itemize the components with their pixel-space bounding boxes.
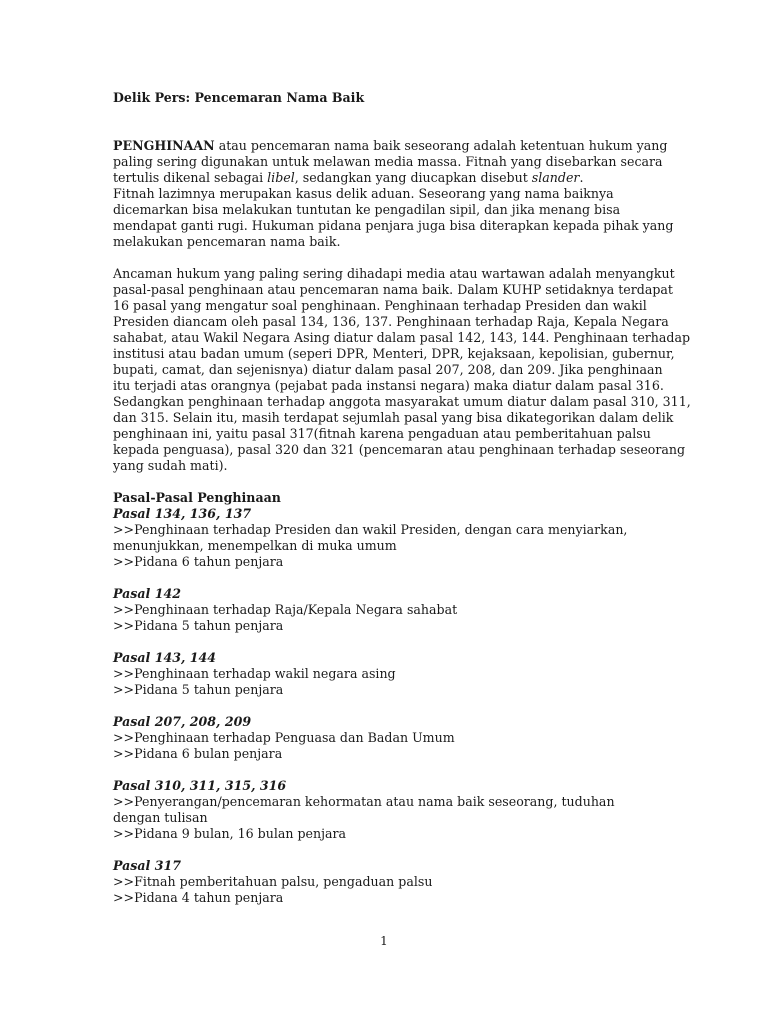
pasal-line: >>Pidana 6 tahun penjara xyxy=(113,554,284,569)
pasal-list xyxy=(113,506,673,906)
intro-line-5: dicemarkan bisa melakukan tuntutan ke pengadilan sipil, dan jika menang bisa xyxy=(113,202,621,217)
pasal-line: >>Pidana 9 bulan, 16 bulan penjara xyxy=(113,826,347,841)
pasal-title: Pasal 143, 144 xyxy=(113,650,217,665)
paragraph-2-line: dan 315. Selain itu, masih terdapat sejumlah pasal yang bisa dikategorikan dalam delik xyxy=(113,410,674,425)
paragraph-2-line: pasal-pasal penghinaan atau pencemaran nama baik. Dalam KUHP setidaknya terdapat xyxy=(113,282,673,297)
pasal-title: Pasal 317 xyxy=(113,858,181,873)
intro-line-3-c: . xyxy=(579,170,584,185)
intro-line-1-text: atau pencemaran nama baik seseorang adalah ketentuan hukum yang xyxy=(214,138,668,153)
paragraph-2-line: bupati, camat, dan sejenisnya) diatur dalam pasal 207, 208, dan 209. Jika penghinaan xyxy=(113,362,663,377)
paragraph-2-line: Ancaman hukum yang paling sering dihadapi media atau wartawan adalah menyangkut xyxy=(113,266,675,281)
intro-line-1 xyxy=(113,138,673,154)
pasal-group xyxy=(113,506,673,570)
pasal-line: dengan tulisan xyxy=(113,810,208,825)
pasal-line: >>Pidana 5 tahun penjara xyxy=(113,618,284,633)
paragraph-spacer xyxy=(113,250,673,266)
intro-paragraph xyxy=(113,138,673,250)
pasal-group xyxy=(113,858,673,906)
pasal-line: >>Penghinaan terhadap Raja/Kepala Negara sahabat xyxy=(113,602,458,617)
page-number: 1 xyxy=(380,934,388,948)
intro-line-3 xyxy=(113,170,673,186)
document-title: Delik Pers: Pencemaran Nama Baik xyxy=(113,90,365,105)
pasal-group xyxy=(113,650,673,698)
intro-line-7: melakukan pencemaran nama baik. xyxy=(113,234,341,249)
paragraph-spacer xyxy=(113,474,673,490)
pasal-line: >>Pidana 6 bulan penjara xyxy=(113,746,283,761)
pasal-title: Pasal 142 xyxy=(113,586,181,601)
paragraph-2-line: Presiden diancam oleh pasal 134, 136, 137. Penghinaan terhadap Raja, Kepala Negara xyxy=(113,314,669,329)
term-libel: libel xyxy=(267,170,295,185)
paragraph-2-line: kepada penguasa), pasal 320 dan 321 (pencemaran atau penghinaan terhadap seseorang xyxy=(113,442,686,457)
paragraph-2-line: itu terjadi atas orangnya (pejabat pada instansi negara) maka diatur dalam pasal 316. xyxy=(113,378,664,393)
paragraph-2-line: institusi atau badan umum (seperi DPR, Menteri, DPR, kejaksaan, kepolisian, gubernur, xyxy=(113,346,675,361)
pasal-line: >>Penghinaan terhadap Presiden dan wakil Presiden, dengan cara menyiarkan, xyxy=(113,522,628,537)
pasal-line: >>Penyerangan/pencemaran kehormatan atau nama baik seseorang, tuduhan xyxy=(113,794,615,809)
pasal-line: >>Penghinaan terhadap Penguasa dan Badan Umum xyxy=(113,730,455,745)
paragraph-2-line: penghinaan ini, yaitu pasal 317(fitnah karena pengaduan atau pemberitahuan palsu xyxy=(113,426,651,441)
paragraph-2-line: yang sudah mati). xyxy=(113,458,228,473)
pasal-line: >>Pidana 4 tahun penjara xyxy=(113,890,284,905)
pasal-title: Pasal 310, 311, 315, 316 xyxy=(113,778,287,793)
pasal-group xyxy=(113,778,673,842)
paragraph-2 xyxy=(113,266,691,474)
pasal-title: Pasal 207, 208, 209 xyxy=(113,714,252,729)
intro-line-2: paling sering digunakan untuk melawan media massa. Fitnah yang disebarkan secara xyxy=(113,154,663,169)
intro-line-4: Fitnah lazimnya merupakan kasus delik aduan. Seseorang yang nama baiknya xyxy=(113,186,614,201)
pasal-group xyxy=(113,586,673,634)
term-slander: slander xyxy=(531,170,580,185)
pasal-line: >>Pidana 5 tahun penjara xyxy=(113,682,284,697)
document-body xyxy=(113,90,691,906)
pasal-title: Pasal 134, 136, 137 xyxy=(113,506,252,521)
paragraph-2-line: Sedangkan penghinaan terhadap anggota masyarakat umum diatur dalam pasal 310, 311, xyxy=(113,394,691,409)
intro-lead-word: PENGHINAAN xyxy=(113,138,215,153)
pasal-line: >>Penghinaan terhadap wakil negara asing xyxy=(113,666,396,681)
paragraph-2-line: sahabat, atau Wakil Negara Asing diatur dalam pasal 142, 143, 144. Penghinaan terhadap xyxy=(113,330,691,345)
intro-line-6: mendapat ganti rugi. Hukuman pidana penjara juga bisa diterapkan kepada pihak yang xyxy=(113,218,674,233)
pasal-line: >>Fitnah pemberitahuan palsu, pengaduan palsu xyxy=(113,874,433,889)
pasal-line: menunjukkan, menempelkan di muka umum xyxy=(113,538,397,553)
section-title: Pasal-Pasal Penghinaan xyxy=(113,490,281,505)
pasal-group xyxy=(113,714,673,762)
intro-line-3-b: , sedangkan yang diucapkan disebut xyxy=(294,170,532,185)
intro-line-3-a: tertulis dikenal sebagai xyxy=(113,170,268,185)
paragraph-2-line: 16 pasal yang mengatur soal penghinaan. Penghinaan terhadap Presiden dan wakil xyxy=(113,298,647,313)
